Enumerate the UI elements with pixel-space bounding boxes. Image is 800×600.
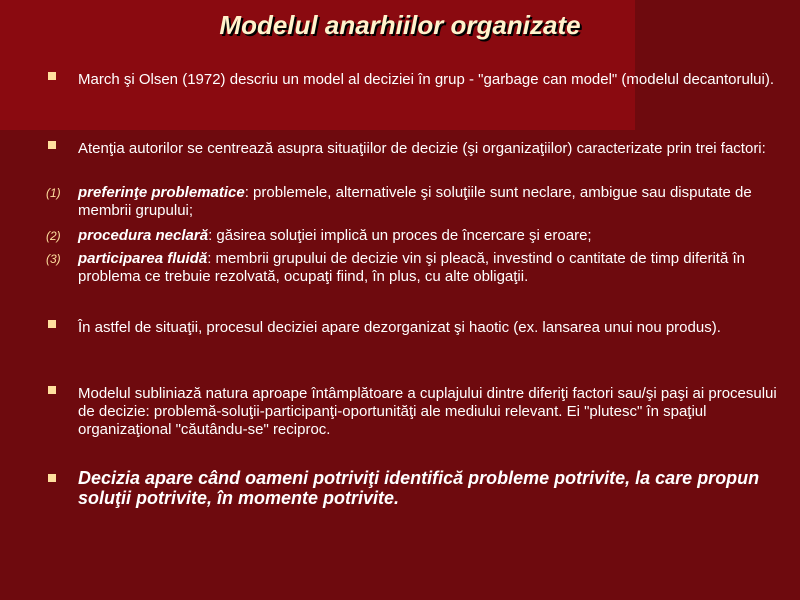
factor-item — [78, 184, 778, 220]
conclusion-text: Decizia apare când oameni potriviţi identifică probleme potrivite, la care propun soluţii potrivite, în momente potrivite. — [78, 468, 760, 508]
bullet-text: Modelul subliniază natura aproape întâmplătoare a cuplajului dintre diferiţi factori sau/şi paşi ai procesului de decizie: problemă-soluţii-participanţi-oportunităţi ale mediului relevant. Ei "plutesc" în spaţiul organizaţional "căutându-se" reciproc. — [78, 385, 777, 438]
slide-title: Modelul anarhiilor organizate — [219, 10, 581, 40]
bullet-text: În astfel de situaţii, procesul deciziei apare dezorganizat şi haotic (ex. lansarea unui nou produs). — [78, 319, 721, 336]
square-bullet-icon — [48, 386, 56, 394]
factor-item — [78, 250, 778, 286]
factor-text: : problemele, alternativele şi soluţiile sunt neclare, ambigue sau disputate de membrii grupului; — [78, 184, 752, 219]
factor-number: (3) — [46, 252, 61, 266]
square-bullet-icon — [48, 141, 56, 149]
square-bullet-icon — [48, 320, 56, 328]
factor-number: (1) — [46, 186, 61, 200]
square-bullet-icon — [48, 474, 56, 482]
factor-term: procedura neclară — [78, 227, 209, 244]
bullet-text: Atenţia autorilor se centrează asupra situaţiilor de decizie (şi organizaţiilor) caracterizate prin trei factori: — [78, 140, 766, 157]
factor-term: participarea fluidă — [78, 250, 208, 267]
factor-text: : membrii grupului de decizie vin şi pleacă, investind o cantitate de timp diferită în problema ce trebuie rezolvată, ocupaţi fiind, în plus, cu alte obligaţii. — [78, 250, 745, 285]
factor-item — [78, 227, 778, 245]
factor-term: preferinţe problematice — [78, 184, 245, 201]
bullet-text: March şi Olsen (1972) descriu un model al deciziei în grup - "garbage can model" (modelul decantorului). — [78, 71, 774, 88]
factor-number: (2) — [46, 229, 61, 243]
square-bullet-icon — [48, 72, 56, 80]
factor-text: : găsirea soluţiei implică un proces de încercare şi eroare; — [208, 227, 592, 244]
